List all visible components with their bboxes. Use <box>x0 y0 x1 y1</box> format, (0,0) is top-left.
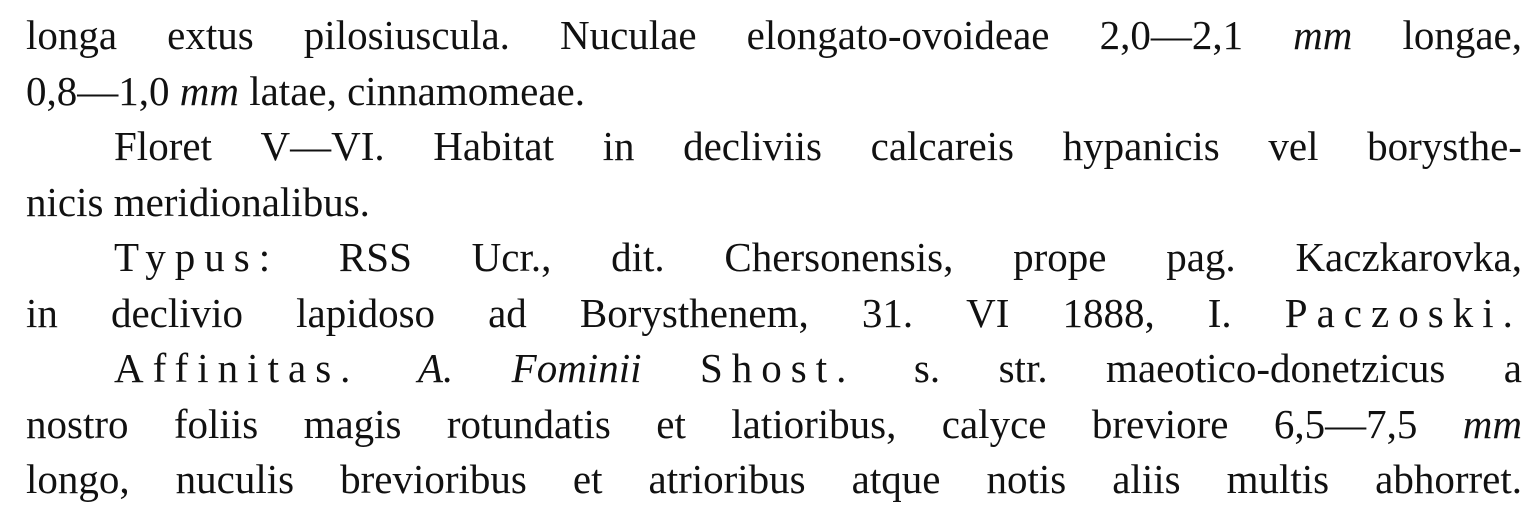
text-line-5 <box>26 230 1522 286</box>
text-word: Chersonensis, <box>724 234 954 280</box>
text-word: maeotico-donetzicus <box>1106 345 1446 391</box>
text-segment: nicis meridionalibus. <box>26 178 370 225</box>
text-word: pilosiuscula. <box>303 12 510 58</box>
text-line-2 <box>26 64 1522 120</box>
text-word: calyce <box>941 400 1047 447</box>
text-word: mm <box>1462 400 1522 447</box>
text-word: Nuculae <box>560 12 697 58</box>
text-word: et <box>572 456 603 502</box>
text-word: pag. <box>1166 234 1236 280</box>
text-word: Habitat <box>433 123 554 169</box>
text-segment: latae, cinnamomeae. <box>238 67 586 114</box>
text-word: in <box>26 289 58 336</box>
text-line-9 <box>26 452 1522 508</box>
text-segment: mm <box>179 67 239 114</box>
text-word: atrioribus <box>648 456 806 502</box>
text-word: aliis <box>1112 456 1181 502</box>
text-word: 1888, <box>1062 289 1155 336</box>
text-word: nuculis <box>175 456 295 502</box>
text-word: Shost. <box>699 345 856 391</box>
text-word: et <box>656 400 686 447</box>
text-line-7 <box>26 341 1522 397</box>
text-word: Paczoski. <box>1284 289 1522 336</box>
text-word: 2,0—2,1 <box>1099 12 1244 58</box>
text-word: Ucr., <box>471 234 552 280</box>
text-word: hypanicis <box>1062 123 1220 169</box>
text-word: multis <box>1226 456 1330 502</box>
text-word: ad <box>488 289 527 336</box>
text-word: Floret <box>114 123 212 169</box>
text-word: calcareis <box>870 123 1015 169</box>
text-line-3 <box>26 119 1522 175</box>
text-word: breviore <box>1091 400 1229 447</box>
text-segment: 0,8—1,0 <box>26 67 180 114</box>
text-word: lapidoso <box>296 289 436 336</box>
text-line-8 <box>26 397 1522 453</box>
text-word: borysthe- <box>1367 123 1522 169</box>
text-word: RSS <box>338 234 412 280</box>
text-word: magis <box>303 400 402 447</box>
text-word: vel <box>1268 123 1319 169</box>
text-word: str. <box>998 345 1048 391</box>
text-word: elongato-ovoideae <box>746 12 1050 58</box>
text-word: mm <box>1293 12 1353 58</box>
text-word: prope <box>1013 234 1107 280</box>
text-line-1 <box>26 8 1522 64</box>
text-word: notis <box>986 456 1067 502</box>
text-word: a <box>1503 345 1522 391</box>
text-word: longa <box>26 12 118 58</box>
text-word: 31. <box>861 289 914 336</box>
text-word: longo, <box>26 456 130 502</box>
text-word: decliviis <box>683 123 823 169</box>
document-page <box>26 8 1522 508</box>
text-word: abhorret. <box>1375 456 1522 502</box>
text-word: s. <box>913 345 941 391</box>
text-word: nostro <box>26 400 129 447</box>
text-word: Affinitas. <box>114 345 360 391</box>
text-word: Fominii <box>511 345 642 391</box>
text-word: extus <box>167 12 254 58</box>
text-word: in <box>602 123 635 169</box>
text-line-6 <box>26 286 1522 342</box>
text-word: V—VI. <box>260 123 385 169</box>
text-word: dit. <box>611 234 665 280</box>
text-word: Typus: <box>114 234 280 280</box>
text-line-4 <box>26 175 1522 231</box>
text-word: 6,5—7,5 <box>1273 400 1418 447</box>
text-word: brevioribus <box>340 456 527 502</box>
text-word: declivio <box>110 289 244 336</box>
text-word: Borysthenem, <box>579 289 809 336</box>
text-word: foliis <box>173 400 259 447</box>
text-word: atque <box>851 456 941 502</box>
text-word: latioribus, <box>731 400 897 447</box>
text-word: VI <box>966 289 1010 336</box>
text-word: longae, <box>1402 12 1522 58</box>
text-word: I. <box>1207 289 1232 336</box>
text-word: A. <box>417 345 454 391</box>
text-word: rotundatis <box>446 400 611 447</box>
text-word: Kaczkarovka, <box>1295 234 1522 280</box>
